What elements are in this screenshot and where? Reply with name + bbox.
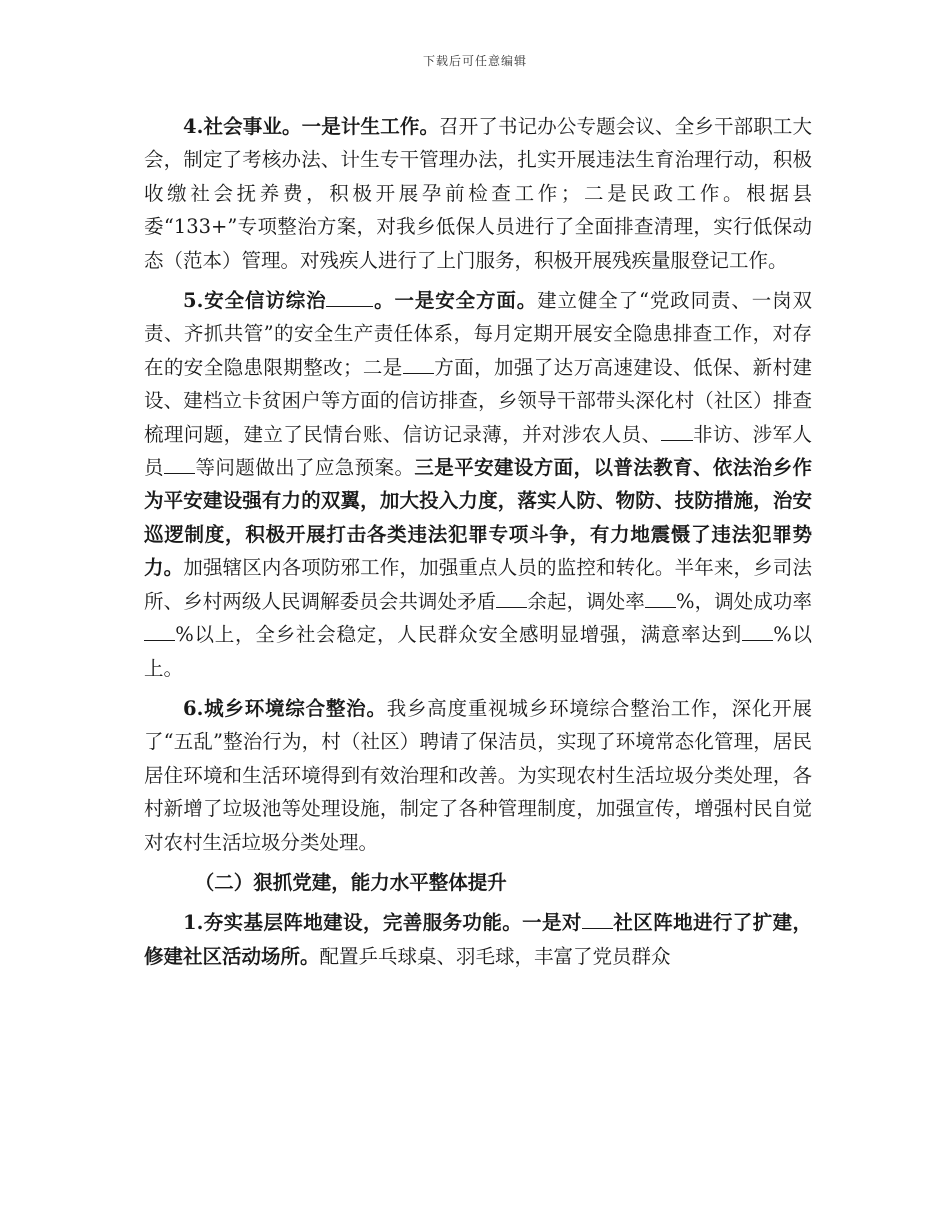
document-body xyxy=(144,110,812,980)
paragraph-text: 等问题做出了应急预案。 xyxy=(195,456,415,480)
section-heading: （二）狠抓党建，能力水平整体提升 xyxy=(194,870,507,894)
paragraph-heading: 1.夯实基层阵地建设，完善服务功能。一是对 xyxy=(183,911,582,935)
paragraph-text: %，调处成功率 xyxy=(676,589,812,613)
paragraph-environment xyxy=(144,692,812,859)
paragraph-heading: 6.城乡环境综合整治。 xyxy=(183,696,387,720)
fill-blank xyxy=(742,622,773,641)
paragraph-text: 加强辖区内各项防邪工作，加强重点人员的监控和转化。半年来，乡司法所、乡村两级人民调解委员会共调处矛盾 xyxy=(144,556,812,613)
fill-blank xyxy=(403,355,434,374)
paragraph-heading: 5.安全信访综治 xyxy=(183,289,327,313)
paragraph-text: 召开了书记办公专题会议、全乡干部职工大会，制定了考核办法、计生专干管理办法，扎实开展违法生育治理行动，积极收缴社会抚养费，积极开展孕前检查工作；二是民政工作。根据县委“133+”专项整治方案，对我乡低保人员进行了全面排查清理，实行低保动态（范本）管理。对残疾人进行了上门服务，积极开展残疾量服登记工作。 xyxy=(144,115,812,272)
fill-blank xyxy=(326,288,373,307)
fill-blank xyxy=(164,455,195,474)
paragraph-bold-text: 三是平安建设方面，以普法教育、依法治乡作为平安建设强有力的双翼，加大投入力度，落实人防、物防、技防措施，治安巡逻制度，积极开展打击各类违法犯罪专项斗争，有力地震慑了违法犯罪势力。 xyxy=(144,456,812,580)
paragraph-social-affairs xyxy=(144,110,812,277)
fill-blank xyxy=(645,589,676,608)
fill-blank xyxy=(661,422,692,441)
fill-blank xyxy=(496,589,527,608)
paragraph-text: 余起，调处率 xyxy=(527,589,645,613)
paragraph-heading: 社区阵地进行了扩建，修建社区活动场所。 xyxy=(144,911,812,968)
paragraph-text: 建立健全了“党政同责、一岗双责、齐抓共管”的安全生产责任体系，每月定期开展安全隐患排查工作，对存在的安全隐患限期整改；二是 xyxy=(144,289,812,379)
paragraph-text: %以上。 xyxy=(144,623,813,680)
fill-blank xyxy=(582,910,613,929)
paragraph-safety-petition xyxy=(144,284,812,685)
paragraph-grassroots xyxy=(144,906,812,973)
paragraph-text: 配置乒乓球桌、羽毛球，丰富了党员群众 xyxy=(319,944,671,968)
paragraph-heading: 。一是安全方面。 xyxy=(373,289,538,313)
paragraph-text: %以上，全乡社会稳定，人民群众安全感明显增强，满意率达到 xyxy=(175,623,743,647)
paragraph-text: 我乡高度重视城乡环境综合整治工作，深化开展了“五乱”整治行为，村（社区）聘请了保洁员，实现了环境常态化管理，居民居住环境和生活环境得到有效治理和改善。为实现农村生活垃圾分类处理，各村新增了垃圾池等处理设施，制定了各种管理制度，加强宣传，增强村民自觉对农村生活垃圾分类处理。 xyxy=(144,696,812,854)
page-header: 下载后可任意编辑 xyxy=(422,54,527,68)
paragraph-heading: 4.社会事业。一是计生工作。 xyxy=(183,115,440,138)
fill-blank xyxy=(144,622,175,641)
paragraph-text: 方面，加强了达万高速建设、低保、新村建设、建档立卡贫困户等方面的信访排查，乡领导干部带头深化村（社区）排查梳理问题，建立了民情台账、信访记录薄，并对涉农人员、 xyxy=(144,355,812,446)
paragraph-text: 非访、涉军人员 xyxy=(144,422,812,480)
